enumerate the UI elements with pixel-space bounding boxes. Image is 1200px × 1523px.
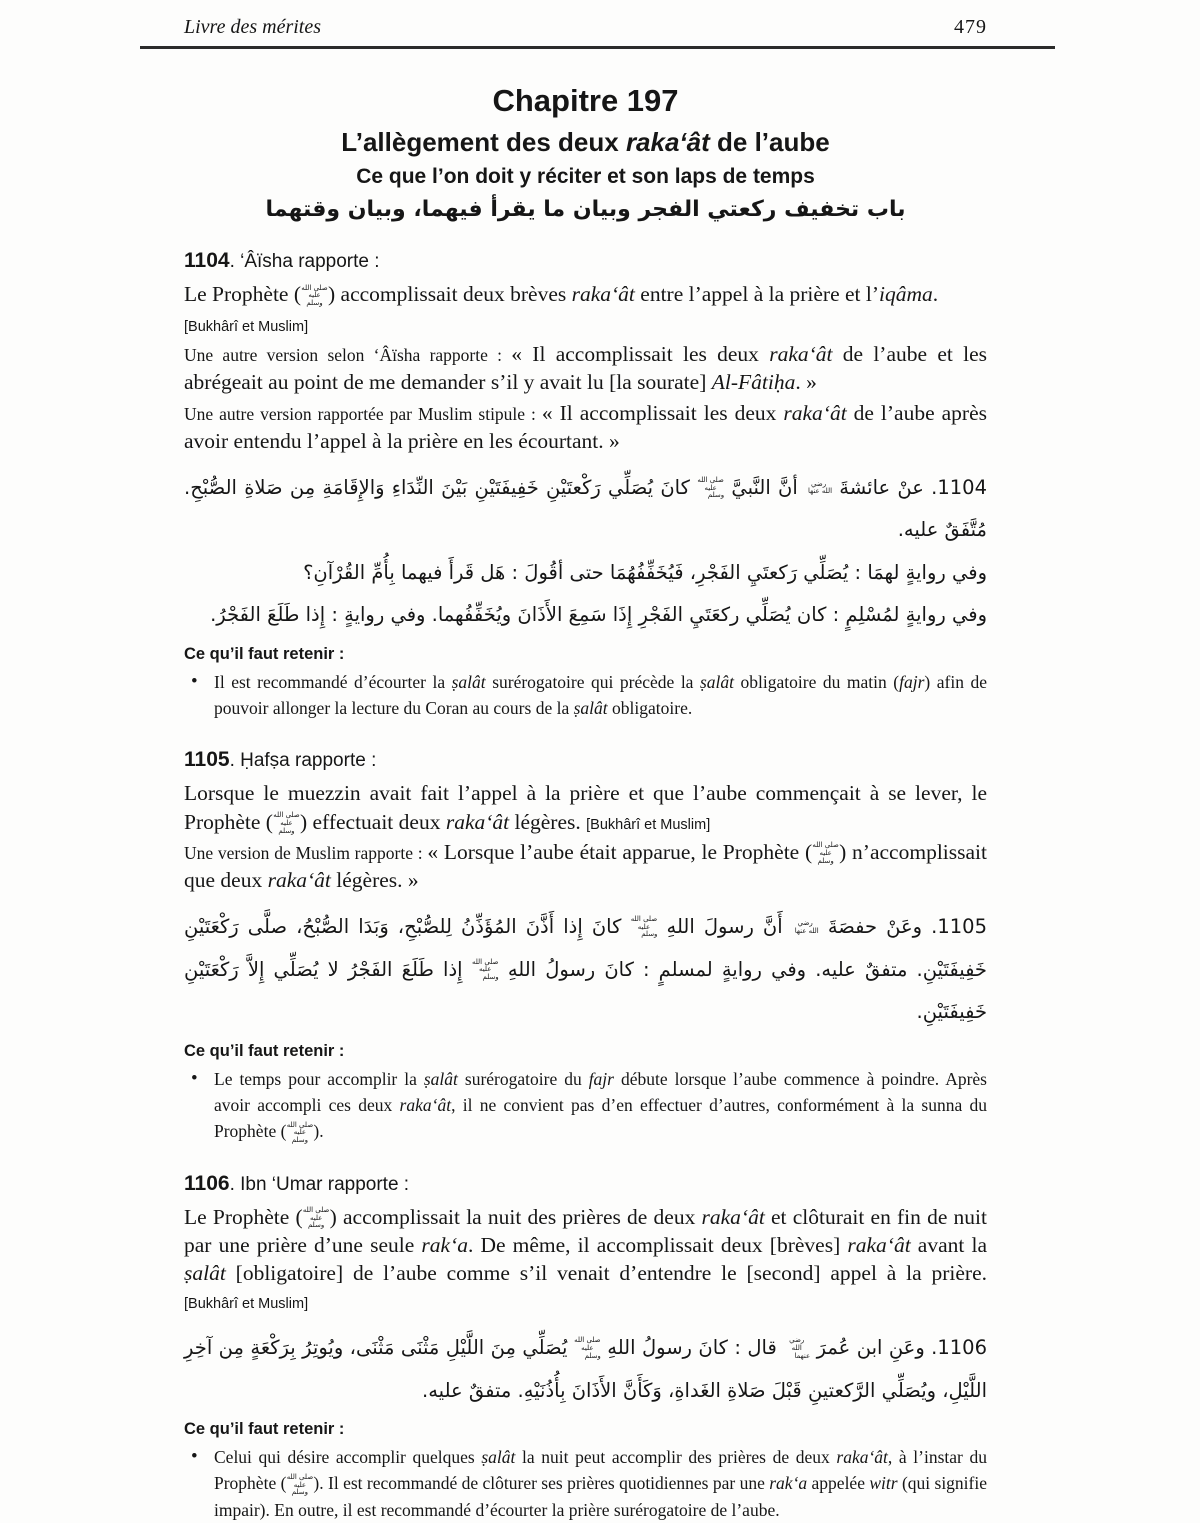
text-segment: raka‘ât [267, 867, 331, 892]
text-segment: Le temps pour accomplir la [214, 1068, 424, 1089]
text-segment: « Il accomplissait les deux [541, 400, 784, 425]
text-segment: [obligatoire] de l’aube comme s’il venait d’entendre le [second] appel à la prière. [225, 1260, 987, 1285]
text-segment: . De même, il accomplissait deux [brèves] [467, 1232, 848, 1257]
text-segment: ṣalât [423, 1068, 458, 1089]
text-segment: (qui signifie impair). En outre, il est recommandé d’écourter la prière surérogatoire de l’aube. [214, 1473, 987, 1520]
text-segment: . » [795, 370, 817, 395]
text-segment: witr [869, 1473, 898, 1494]
prophet-eulogy-seal: رضي الله عنها [808, 479, 833, 496]
hadith-french-paragraph [184, 1203, 987, 1316]
text-segment: , il ne convient pas d’en effectuer d’autres, conformément à la sunna du Prophète ( [214, 1094, 987, 1142]
text-segment: de l’aube et les abrégeait au point de me demander s’il y avait lu [la sourate] [184, 342, 987, 395]
text-segment: ) accomplissait la nuit des prières de deux [329, 1204, 702, 1229]
text-segment: Lorsque le muezzin avait fait l’appel à la prière et que l’aube commençait à se lever, le Prophète ( [184, 781, 987, 834]
text-segment: « Il accomplissait les deux [511, 342, 770, 367]
text-segment: Al-Fâtiḥa [711, 370, 796, 395]
chapter-subtitle: Ce que l’on doit y réciter et son laps de temps [356, 165, 815, 188]
key-points [184, 645, 987, 722]
prophet-eulogy-seal: صلى الله عليه وسلم [697, 475, 725, 500]
text-segment: أَنَّ رسولَ اللهِ [657, 915, 792, 939]
text-segment: raka‘ât [399, 1094, 452, 1115]
text-segment: iqâma [879, 282, 933, 306]
hadith-number: 1105 [184, 748, 230, 772]
text-segment: ) n’accomplissait que deux [184, 839, 987, 892]
text-segment: de l’aube après avoir entendu l’appel à la prière en les écourtant. » [184, 400, 987, 453]
text-segment: ṣalât [481, 1447, 516, 1468]
key-points [184, 1420, 987, 1523]
hadith-narrator: . Ibn ‘Umar rapporte : [229, 1173, 410, 1195]
key-points [184, 1042, 987, 1145]
text-segment: surérogatoire du [457, 1068, 589, 1089]
hadith-heading [184, 1172, 987, 1196]
text-segment: قال : كانَ رسولُ اللهِ [600, 1336, 784, 1360]
text-segment: Une version de Muslim rapporte : [184, 842, 428, 863]
text-segment: . [932, 282, 939, 306]
hadith-arabic-block [184, 467, 987, 637]
text-segment: fajr [588, 1068, 614, 1089]
text-segment: la nuit peut accomplir des prières de deux [515, 1447, 837, 1468]
text-segment: obligatoire. [607, 698, 693, 719]
key-point-item [184, 1444, 987, 1523]
text-segment: ṣalât [699, 671, 735, 692]
chapter-heading [184, 83, 987, 222]
text-segment: raka‘ât [571, 282, 635, 306]
text-segment: وفي روايةٍ لمُسْلِمٍ : كان يُصَلِّي ركعَتَيِ الفَجْرِ إِذَا سَمِعَ الأَذَانَ ويُخَفِّفُهما. وفي روايةٍ : إِذا طَلَعَ الفَجْرُ. [210, 603, 987, 627]
hadith-arabic-paragraph [184, 1327, 987, 1412]
text-segment: raka‘ât [701, 1204, 765, 1229]
prophet-eulogy-seal: صلى الله عليه وسلم [574, 1336, 601, 1360]
hadith-french-paragraph [184, 340, 987, 396]
key-points-list [184, 669, 987, 722]
text-segment: Une autre version selon ‘Âïsha rapporte : [184, 345, 512, 366]
text-segment: Une autre version rapportée par Muslim stipule : [184, 403, 542, 424]
text-segment: raka‘ât [836, 1447, 888, 1468]
chapter-number: Chapitre 197 [492, 83, 679, 118]
text-segment: Celui qui désire accomplir quelques [214, 1447, 482, 1468]
text-segment: avant la [910, 1232, 987, 1257]
text-segment: ṣalât [573, 698, 608, 719]
hadith-arabic-paragraph [184, 467, 987, 552]
text-segment: ) accomplissait deux brèves [328, 282, 572, 306]
text-segment: raka‘ât [445, 809, 510, 834]
text-segment: légères. [509, 809, 587, 834]
text-segment: « Lorsque l’aube était apparue, le Prophète ( [427, 839, 813, 864]
text-segment: et clôturait en fin de nuit par une prière d’une seule [184, 1204, 987, 1257]
prophet-eulogy-seal: رضي الله عنها [794, 918, 819, 935]
hadith-french-paragraph [184, 838, 987, 894]
hadith-arabic-paragraph [184, 552, 987, 595]
text-segment: [Bukhârî et Muslim] [184, 1296, 309, 1313]
text-segment: L’allègement des deux [341, 127, 626, 157]
text-segment: [Bukhârî et Muslim] [586, 816, 711, 833]
key-point-item [184, 669, 987, 722]
text-segment: إِذا طَلَعَ الفَجْرُ لا يُصَلِّي إِلاَّ رَكْعَتَيْنِ خَفِيفَتَيْنِ. [184, 957, 987, 1024]
text-segment: raka‘ât [769, 342, 833, 367]
text-segment: 1106. وعَنِ ابن عُمرَ [810, 1336, 987, 1360]
chapter-title [184, 127, 987, 158]
prophet-eulogy-seal: صلى الله عليه وسلم [286, 1120, 314, 1144]
hadith-arabic-block [184, 906, 987, 1034]
hadith-heading [184, 249, 987, 273]
page-number: 479 [954, 16, 987, 38]
text-segment: ) afin de pouvoir allonger la lecture du Coran au cours de la [214, 671, 987, 719]
key-point-item [184, 1066, 987, 1145]
text-segment: , à l’instar du Prophète ( [214, 1447, 987, 1494]
hadith-narrator: . Ḥafṣa rapporte : [229, 750, 377, 772]
text-segment: أنَّ النَّبيَّ [724, 475, 806, 499]
text-segment: ). [313, 1121, 324, 1142]
text-segment: ṣalât [184, 1260, 226, 1285]
text-segment: 1104. عنْ عائشةَ [832, 475, 987, 499]
running-head [184, 16, 987, 39]
text-segment: de l’aube [709, 127, 830, 157]
hadith-french-paragraph [184, 399, 987, 455]
text-segment: rak‘a [421, 1232, 468, 1257]
chapter-arabic-title: باب تخفيف ركعتي الفجر وبيان ما يقرأ فيهما، وبيان وقتهما [265, 197, 906, 222]
text-segment: surérogatoire qui précède la [485, 671, 700, 692]
hadith-number: 1106 [184, 1171, 230, 1195]
text-segment: obligatoire du matin ( [734, 671, 900, 692]
prophet-eulogy-seal: صلى الله عليه وسلم [812, 841, 839, 865]
prophet-eulogy-seal: صلى الله عليه وسلم [273, 811, 300, 835]
key-points-list [184, 1066, 987, 1145]
key-points-heading: Ce qu’il faut retenir : [184, 1041, 345, 1060]
text-segment: [Bukhârî et Muslim] [184, 319, 309, 336]
prophet-eulogy-seal: صلى الله عليه وسلم [286, 1472, 314, 1497]
text-segment: كانَ إِذا أَذَّنَ المُؤَذِّنُ لِلصُّبْحِ، وَبَدَا الصُّبْحُ، صلَّى رَكْعَتَيْنِ خَفِيفَتَيْنِ. متفقٌ عليه. وفي روايةٍ لمسلمٍ : كانَ رسولُ اللهِ [184, 915, 987, 981]
hadith-arabic-block [184, 1327, 987, 1412]
prophet-eulogy-seal: صلى الله عليه وسلم [471, 957, 499, 981]
prophet-eulogy-seal: صلى الله عليه وسلم [630, 915, 658, 939]
hadith-section-1106 [184, 1172, 987, 1523]
prophet-eulogy-seal: رضي الله عنهما [789, 1336, 811, 1360]
prophet-eulogy-seal: صلى الله عليه وسلم [302, 1206, 330, 1230]
text-segment: légères. » [330, 867, 419, 892]
text-segment: débute lorsque l’aube commence à poindre. Après avoir accompli ces deux [214, 1068, 987, 1115]
hadith-narrator: . ‘Âïsha rapporte : [229, 251, 380, 272]
text-segment: ) effectuait deux [299, 809, 446, 834]
text-segment: appelée [807, 1473, 870, 1494]
text-segment: raka‘ât [625, 127, 710, 157]
prophet-eulogy-seal: صلى الله عليه وسلم [301, 283, 328, 307]
text-segment: ). Il est recommandé de clôturer ses prières quotidiennes par une [313, 1473, 770, 1494]
text-segment: raka‘ât [847, 1232, 911, 1257]
hadith-arabic-paragraph [184, 594, 987, 637]
text-segment: ṣalât [451, 671, 486, 692]
text-segment: Le Prophète ( [184, 282, 302, 306]
text-segment: وفي روايةٍ لهمَا : يُصَلِّي رَكعتَيِ الفَجْرِ، فَيُخَفِّفُهُمَا حتى أقُولَ : هَل قَرأَ فيهما بِأُمِّ القُرْآنِ؟ [303, 560, 987, 584]
book-title: Livre des mérites [184, 16, 322, 38]
text-segment: entre l’appel à la prière et l’ [634, 282, 880, 306]
hadith-heading [184, 748, 987, 772]
text-segment: raka‘ât [783, 400, 847, 425]
text-segment: Le Prophète ( [184, 1204, 303, 1229]
key-points-heading: Ce qu’il faut retenir : [184, 644, 345, 663]
hadith-source-line [184, 310, 987, 338]
hadith-french-paragraph [184, 779, 987, 835]
hadith-section-1105 [184, 748, 987, 1144]
text-segment: fajr [899, 671, 925, 692]
key-points-heading: Ce qu’il faut retenir : [184, 1420, 345, 1439]
hadith-french-paragraph [184, 280, 987, 308]
text-segment: rak‘a [769, 1473, 808, 1494]
text-segment: 1105. وعَنْ حفصَةَ [818, 915, 987, 939]
text-segment: كانَ يُصَلِّي رَكْعتَيْنِ خَفِيفَتَيْنِ بَيْنَ النِّدَاءِ وَالإِقَامَةِ مِن صَلاةِ الصُّبْحِ. مُتَّفَقٌ عليه. [184, 475, 987, 542]
hadith-section-1104 [184, 249, 987, 721]
hadith-number: 1104 [184, 249, 230, 272]
header-rule [140, 46, 1055, 49]
text-segment: يُصَلِّي مِنَ اللَّيْلِ مَثْنَى مَثْنَى، ويُوتِرُ بِرَكْعَةٍ مِن آخِرِ اللَّيْلِ، ويُصَلِّي الرَّكعتينِ قَبْلَ صَلاةِ الغَداةِ، وَكَأَنَّ الأَذَانَ بِأُذُنَيْهِ. متفقٌ عليه. [184, 1336, 987, 1402]
key-points-list [184, 1444, 987, 1523]
text-segment: Il est recommandé d’écourter la [214, 671, 452, 692]
hadith-arabic-paragraph [184, 906, 987, 1034]
